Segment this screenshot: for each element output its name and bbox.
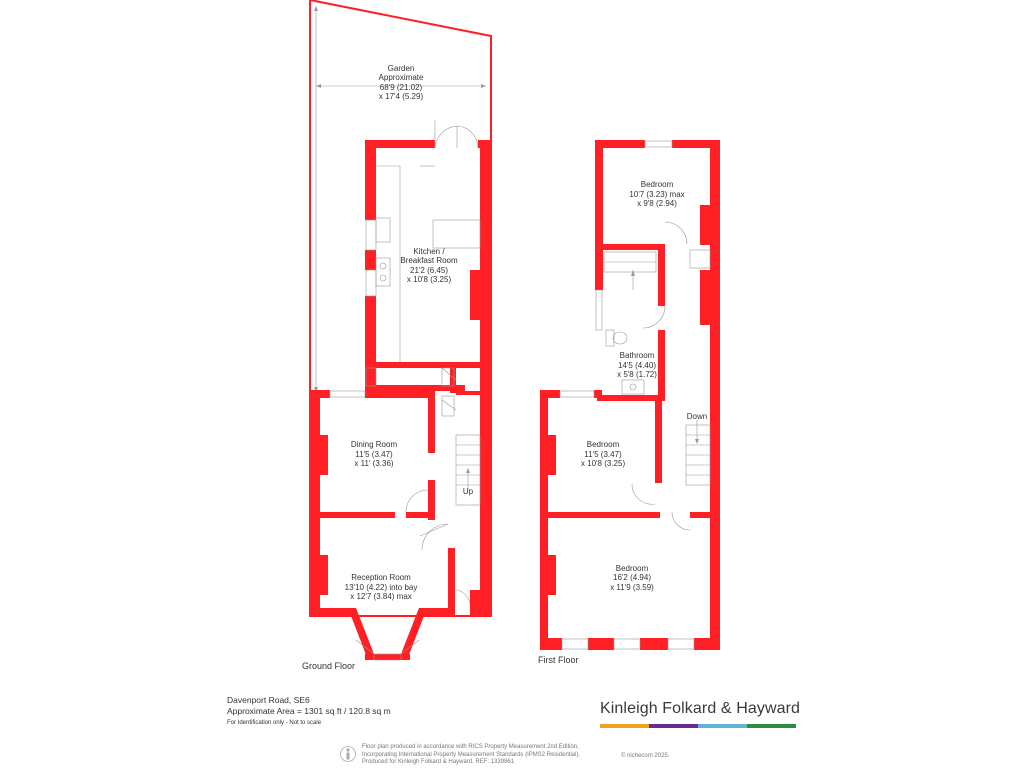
- svg-text:11'5 (3.47): 11'5 (3.47): [355, 450, 393, 459]
- svg-text:14'5 (4.40): 14'5 (4.40): [618, 361, 656, 370]
- bathroom-label: [617, 351, 657, 379]
- svg-text:x 10'8 (3.25): x 10'8 (3.25): [406, 275, 452, 284]
- svg-text:Bedroom: Bedroom: [586, 440, 620, 449]
- svg-text:x 9'8 (2.94): x 9'8 (2.94): [637, 199, 677, 208]
- svg-text:x 10'8 (3.25): x 10'8 (3.25): [580, 459, 626, 468]
- down-arrow-icon: [695, 439, 699, 444]
- svg-text:Approximate: Approximate: [378, 73, 424, 82]
- brand-bar-green: [747, 724, 796, 728]
- svg-text:Kitchen /: Kitchen /: [413, 247, 445, 256]
- bedroom-mid-label: [581, 440, 626, 468]
- svg-text:13'10 (4.22) into bay: 13'10 (4.22) into bay: [344, 583, 418, 592]
- svg-text:11'5 (3.47): 11'5 (3.47): [584, 450, 622, 459]
- svg-text:16'2 (4.94): 16'2 (4.94): [613, 573, 651, 582]
- address: Davenport Road, SE6: [227, 695, 310, 705]
- svg-text:x 5'8 (1.72): x 5'8 (1.72): [617, 370, 657, 379]
- rics-statement: Floor plan produced in accordance with RICS Property Measurement 2nd Edition, Incorporating International Property Measurement Standards (IPMS2 Residential). Produced for Kinleigh Folkard & Hayward. REF: 1339861: [362, 744, 581, 765]
- kitchen-label: [400, 247, 458, 284]
- svg-text:x 11' (3.36): x 11' (3.36): [354, 459, 394, 468]
- svg-text:10'7 (3.23) max: 10'7 (3.23) max: [629, 190, 685, 199]
- svg-text:68'9 (21.02): 68'9 (21.02): [379, 83, 423, 92]
- svg-text:Reception Room: Reception Room: [351, 573, 411, 582]
- copyright: © nichecom 2025.: [621, 753, 670, 759]
- bedroom-top-label: [629, 180, 684, 208]
- brand-bar-purple: [649, 724, 698, 728]
- svg-text:Bathroom: Bathroom: [619, 351, 655, 360]
- first-floor-label: First Floor: [538, 655, 579, 665]
- svg-text:Bedroom: Bedroom: [615, 564, 649, 573]
- reception-room-label: [345, 573, 418, 601]
- brand-bar-orange: [600, 724, 649, 728]
- garden-label: [379, 64, 424, 101]
- svg-text:x 11'9 (3.59): x 11'9 (3.59): [610, 583, 654, 592]
- nichecom-logo-icon: [340, 744, 356, 764]
- ground-floor-walls: [310, 140, 491, 660]
- bath-arrow-icon: [631, 270, 635, 276]
- svg-text:Bedroom: Bedroom: [640, 180, 674, 189]
- stairs-down-label: Down: [686, 412, 708, 421]
- svg-text:x 17'4 (5.29): x 17'4 (5.29): [378, 92, 424, 101]
- up-arrow-icon: [466, 468, 470, 473]
- svg-text:21'2 (6.45): 21'2 (6.45): [410, 266, 448, 275]
- svg-text:Dining Room: Dining Room: [350, 440, 398, 449]
- svg-text:x 12'7 (3.84) max: x 12'7 (3.84) max: [350, 592, 412, 601]
- svg-text:Breakfast Room: Breakfast Room: [400, 256, 458, 265]
- svg-text:Garden: Garden: [387, 64, 415, 73]
- dining-room-label: [351, 440, 398, 468]
- identification-note: For Identification only - Not to scale: [227, 720, 322, 726]
- brand-bar-blue: [698, 724, 747, 728]
- bedroom-front-label: [610, 564, 654, 592]
- approximate-area: Approximate Area = 1301 sq ft / 120.8 sq m: [227, 706, 391, 716]
- ground-floor-label: Ground Floor: [302, 661, 356, 671]
- brand-logo: Kinleigh Folkard & Hayward: [600, 700, 801, 717]
- stairs-up-label: Up: [462, 487, 474, 496]
